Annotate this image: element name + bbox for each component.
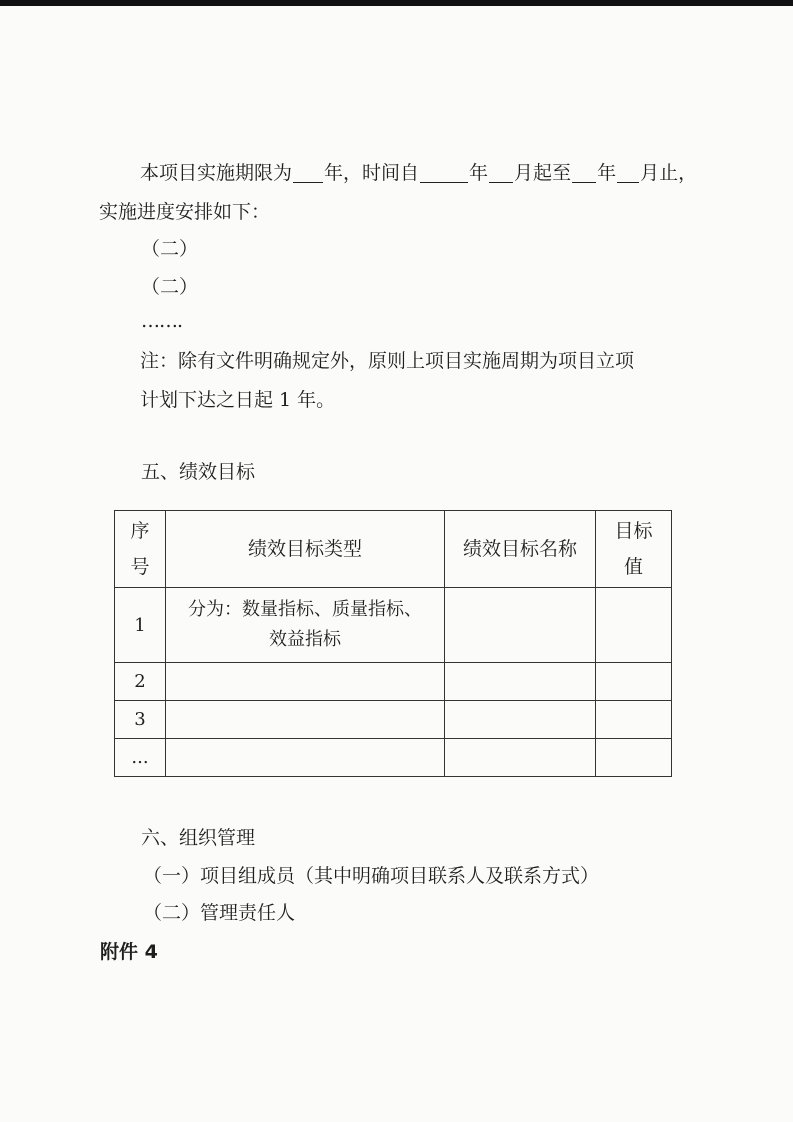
period-text-1: 本项目实施期限为 bbox=[140, 162, 293, 184]
row-name bbox=[445, 588, 596, 663]
note-line-1: 注：除有文件明确规定外，原则上项目实施周期为项目立项 bbox=[140, 350, 635, 372]
row-name bbox=[445, 663, 596, 701]
blank-end-year bbox=[572, 163, 596, 183]
period-text-2: 年，时间自 bbox=[324, 162, 420, 184]
scan-top-edge bbox=[0, 0, 793, 6]
row-no: 3 bbox=[115, 701, 166, 739]
table-row bbox=[115, 588, 672, 663]
row-name bbox=[445, 739, 596, 777]
table-row bbox=[115, 663, 672, 701]
row-type-line-1: 分为：数量指标、质量指标、 bbox=[188, 599, 422, 620]
period-text-5: 年 bbox=[597, 162, 617, 184]
header-type: 绩效目标类型 bbox=[166, 511, 445, 588]
section5-title: 五、绩效目标 bbox=[141, 461, 256, 483]
blank-end-month bbox=[617, 163, 639, 183]
row-name bbox=[445, 701, 596, 739]
row-type bbox=[166, 663, 445, 701]
period-text-3: 年 bbox=[469, 162, 489, 184]
performance-table bbox=[114, 510, 672, 777]
blank-start-month bbox=[489, 163, 513, 183]
table-row bbox=[115, 739, 672, 777]
section6-title: 六、组织管理 bbox=[141, 827, 256, 849]
row-no: 2 bbox=[115, 663, 166, 701]
row-type bbox=[166, 701, 445, 739]
period-text-6: 月止， bbox=[640, 162, 698, 184]
row-value bbox=[596, 739, 672, 777]
period-text-4: 月起至 bbox=[514, 162, 572, 184]
table-row bbox=[115, 701, 672, 739]
period-line-2: 实施进度安排如下： bbox=[99, 201, 271, 223]
header-value: 目标值 bbox=[596, 511, 672, 588]
period-line-1 bbox=[140, 158, 697, 185]
blank-years bbox=[293, 163, 323, 183]
row-type-line-2: 效益指标 bbox=[269, 629, 341, 650]
schedule-item-2: （二） bbox=[141, 276, 199, 298]
header-no: 序号 bbox=[115, 511, 166, 588]
section6-item-1: （一）项目组成员（其中明确项目联系人及联系方式） bbox=[143, 865, 600, 887]
schedule-ellipsis: ……. bbox=[141, 310, 183, 332]
row-value bbox=[596, 701, 672, 739]
row-no: ... bbox=[115, 739, 166, 777]
row-value bbox=[596, 663, 672, 701]
row-value bbox=[596, 588, 672, 663]
header-name: 绩效目标名称 bbox=[445, 511, 596, 588]
row-no: 1 bbox=[115, 588, 166, 663]
row-type bbox=[166, 739, 445, 777]
schedule-item-1: （二） bbox=[141, 238, 199, 260]
section6-item-2: （二）管理责任人 bbox=[143, 902, 296, 924]
table-header-row bbox=[115, 511, 672, 588]
row-type bbox=[166, 588, 445, 663]
attachment-label: 附件 4 bbox=[100, 941, 158, 963]
note-line-2: 计划下达之日起 1 年。 bbox=[140, 389, 336, 411]
blank-start-year bbox=[420, 163, 468, 183]
